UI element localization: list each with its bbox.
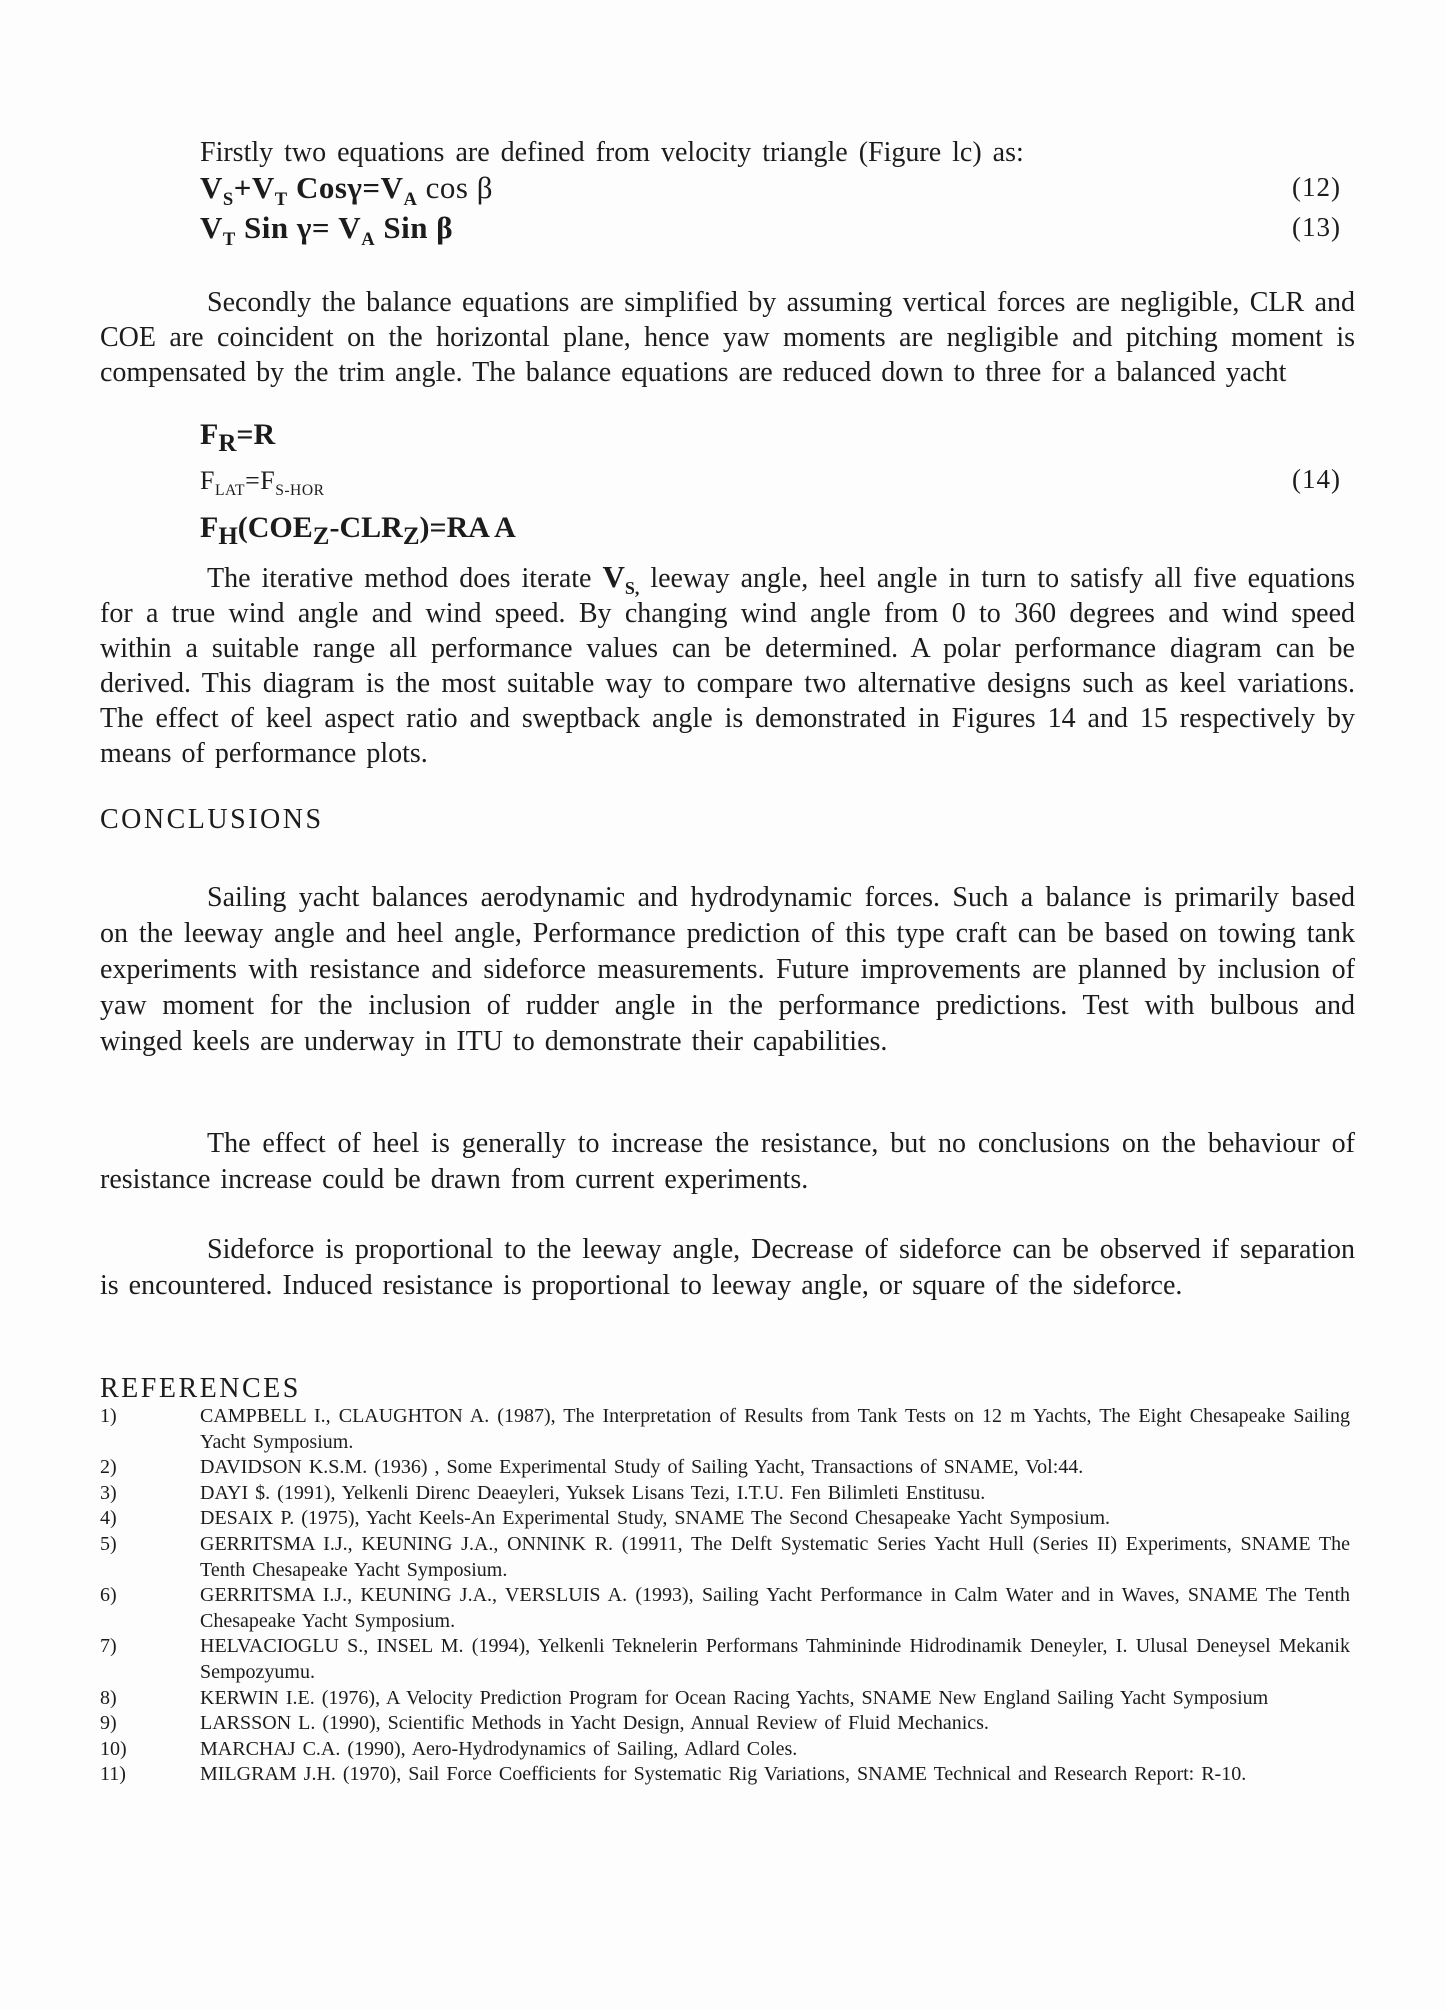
reference-number: 6) <box>100 1584 117 1607</box>
reference-item-4 <box>100 1506 1350 1532</box>
reference-text: HELVACIOGLU S., INSEL M. (1994), Yelkenli Teknelerin Performans Tahmininde Hidrodinamik Deneyler, I. Ulusal Deneysel Mekanik Sempozyumu. <box>200 1635 1350 1683</box>
reference-number: 9) <box>100 1712 117 1735</box>
reference-number: 1) <box>100 1405 117 1427</box>
reference-item-10 <box>100 1737 1350 1763</box>
equation-14-line1: $F_R=R$ <box>200 418 276 457</box>
equation-14-number: (14) <box>1292 464 1341 494</box>
reference-text: GERRITSMA I.J., KEUNING J.A., VERSLUIS A. (1993), Sailing Yacht Performance in Calm Water and in Waves, SNAME The Tenth Chesapeake Yacht Symposium. <box>200 1584 1350 1632</box>
equation-12 <box>0 168 1445 211</box>
reference-item-9 <box>100 1711 1350 1737</box>
intro-sentence: Firstly two equations are defined from velocity triangle (Figure lc) as: <box>200 137 1024 168</box>
conclusions-paragraph-2: The effect of heel is generally to increase the resistance, but no conclusions on the behaviour of resistance increase could be drawn from current experiments. <box>100 1128 1355 1195</box>
reference-text: DESAIX P. (1975), Yacht Keels-An Experimental Study, SNAME The Second Chesapeake Yacht Symposium. <box>200 1507 1111 1530</box>
reference-number: 10) <box>100 1737 127 1760</box>
reference-text: MARCHAJ C.A. (1990), Aero-Hydrodynamics of Sailing, Adlard Coles. <box>200 1737 798 1760</box>
reference-item-1 <box>100 1404 1350 1455</box>
reference-text: KERWIN I.E. (1976), A Velocity Prediction Program for Ocean Racing Yachts, SNAME New England Sailing Yacht Symposium <box>200 1686 1269 1709</box>
iterative-lead: The iterative method does iterate <box>207 563 603 594</box>
references-heading: REFERENCES <box>100 1373 301 1404</box>
equation-14-line3: $F_H(COE_Z-CLR_Z)=RA$ A <box>200 511 516 551</box>
conclusions-heading: CONCLUSIONS <box>100 804 324 835</box>
reference-text: MILGRAM J.H. (1970), Sail Force Coefficients for Systematic Rig Variations, SNAME Technical and Research Report: R-10. <box>200 1763 1247 1786</box>
reference-text: GERRITSMA I.J., KEUNING J.A., ONNINK R. (19911, The Delft Systematic Series Yacht Hull (Series II) Experiments, SNAME The Tenth Chesapeake Yacht Symposium. <box>200 1532 1350 1581</box>
reference-number: 8) <box>100 1686 117 1709</box>
equation-14-block <box>0 416 1445 555</box>
reference-item-6 <box>100 1583 1350 1634</box>
paragraph-iterative <box>100 561 1355 771</box>
reference-number: 3) <box>100 1481 117 1504</box>
conclusions-paragraph-1: Sailing yacht balances aerodynamic and hydrodynamic forces. Such a balance is primarily based on the leeway angle and heel angle, Performance prediction of this type craft can be based on towing tank experiments with resistance and sideforce measurements. Future improvements are planned by inclusion of yaw moment for the inclusion of rudder angle in the performance predictions. Test with bulbous and winged keels are underway in ITU to demonstrate their capabilities. <box>100 882 1355 1057</box>
vs-symbol: $V_{S,}$ <box>602 559 640 599</box>
reference-item-2 <box>100 1455 1350 1481</box>
equation-13-number: (13) <box>1292 212 1341 242</box>
paragraph-secondly: Secondly the balance equations are simplified by assuming vertical forces are negligible, CLR and COE are coincident on the horizontal plane, hence yaw moments are negligible and pitching moment is compensated by the trim angle. The balance equations are reduced down to three for a balanced yacht <box>100 287 1355 388</box>
reference-text: DAVIDSON K.S.M. (1936) , Some Experimental Study of Sailing Yacht, Transactions of SNAME, Vol:44. <box>200 1456 1084 1479</box>
reference-text: LARSSON L. (1990), Scientific Methods in Yacht Design, Annual Review of Fluid Mechanics. <box>200 1712 989 1735</box>
reference-item-7 <box>100 1634 1350 1685</box>
reference-number: 11) <box>100 1763 126 1786</box>
reference-text: DAYI $. (1991), Yelkenli Direnc Deaeyleri, Yuksek Lisans Tezi, I.T.U. Fen Bilimleti Enstitusu. <box>200 1481 986 1504</box>
equation-14-line2: $F_{LAT}=F_{S-HOR}$ <box>200 466 325 500</box>
references-list <box>100 1404 1350 1788</box>
reference-item-5 <box>100 1532 1350 1583</box>
reference-item-11 <box>100 1762 1350 1788</box>
reference-number: 2) <box>100 1456 117 1479</box>
equation-13-expression: $V_T$ Sin $\gamma= V_A$ Sin β <box>200 210 454 251</box>
reference-item-3 <box>100 1481 1350 1507</box>
reference-number: 5) <box>100 1532 117 1555</box>
reference-number: 4) <box>100 1507 117 1530</box>
equation-13 <box>0 208 1445 251</box>
equation-12-expression: $V_S+V_T$ $Cos\gamma=V_A$ cos β <box>200 170 494 211</box>
conclusions-paragraph-3: Sideforce is proportional to the leeway angle, Decrease of sideforce can be observed if separation is encountered. Induced resistance is proportional to leeway angle, or square of the sideforce. <box>100 1234 1355 1301</box>
reference-number: 7) <box>100 1635 117 1658</box>
iterative-rest: leeway angle, heel angle in turn to satisfy all five equations for a true wind angle and wind speed. By changing wind angle from 0 to 360 degrees and wind speed within a suitable range all performance values can be determined. A polar performance diagram can be derived. This diagram is the most suitable way to compare two alternative designs such as keel variations. The effect of keel aspect ratio and sweptback angle is demonstrated in Figures 14 and 15 respectively by means of performance plots. <box>100 563 1355 769</box>
reference-text: CAMPBELL I., CLAUGHTON A. (1987), The Interpretation of Results from Tank Tests on 12 m Yachts, The Eight Chesapeake Sailing Yacht Symposium. <box>200 1405 1350 1453</box>
equation-12-number: (12) <box>1292 172 1341 202</box>
reference-item-8 <box>100 1686 1350 1712</box>
